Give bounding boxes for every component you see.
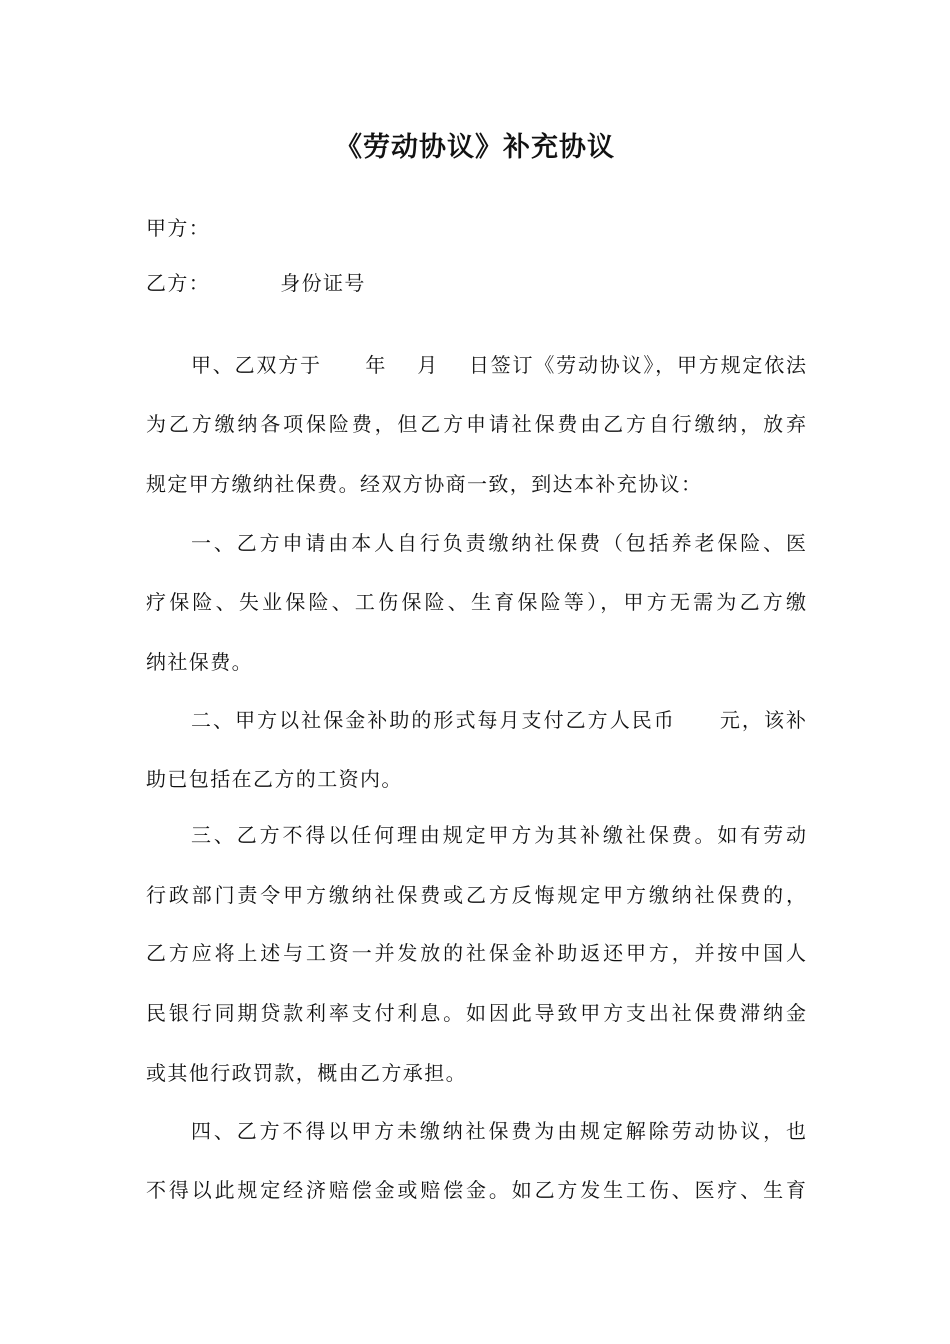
paragraph-4-line-3: 乙方应将上述与工资一并发放的社保金补助返还甲方，并按中国人: [146, 941, 806, 965]
paragraph-4-line-4: 民银行同期贷款利率支付利息。如因此导致甲方支出社保费滞纳金: [146, 1001, 806, 1025]
party-a-label: 甲方：: [146, 216, 211, 240]
paragraph-2-line-2: 疗保险、失业保险、工伤保险、生育保险等），甲方无需为乙方缴: [146, 590, 806, 614]
paragraph-2-line-1: 一、乙方申请由本人自行负责缴纳社保费（包括养老保险、医: [191, 531, 806, 555]
paragraph-3-line-2: 助已包括在乙方的工资内。: [146, 767, 403, 791]
paragraph-1-line-2: 为乙方缴纳各项保险费，但乙方申请社保费由乙方自行缴纳，放弃: [146, 412, 806, 436]
paragraph-1-line-3: 规定甲方缴纳社保费。经双方协商一致，到达本补充协议：: [146, 472, 703, 496]
paragraph-2-line-3: 纳社保费。: [146, 650, 253, 674]
id-number-label: 身份证号: [280, 271, 366, 295]
party-a-line: [146, 213, 210, 243]
paragraph-4-line-1: 三、乙方不得以任何理由规定甲方为其补缴社保费。如有劳动: [191, 823, 806, 847]
document-title: 《劳动协议》补充协议: [335, 132, 615, 163]
paragraph-4-line-2: 行政部门责令甲方缴纳社保费或乙方反悔规定甲方缴纳社保费的，: [146, 883, 806, 907]
party-b-line: [146, 268, 366, 298]
paragraph-5-line-1: 四、乙方不得以甲方未缴纳社保费为由规定解除劳动协议，也: [191, 1119, 806, 1143]
paragraph-5-line-2: 不得以此规定经济赔偿金或赔偿金。如乙方发生工伤、医疗、生育: [146, 1178, 806, 1202]
paragraph-4-line-5: 或其他行政罚款，概由乙方承担。: [146, 1061, 467, 1085]
paragraph-1-line-1: 甲、乙双方于 年 月 日签订《劳动协议》，甲方规定依法: [191, 353, 806, 377]
party-b-label: 乙方：: [146, 271, 211, 295]
paragraph-3-line-1: 二、甲方以社保金补助的形式每月支付乙方人民币 元，该补: [191, 708, 806, 732]
